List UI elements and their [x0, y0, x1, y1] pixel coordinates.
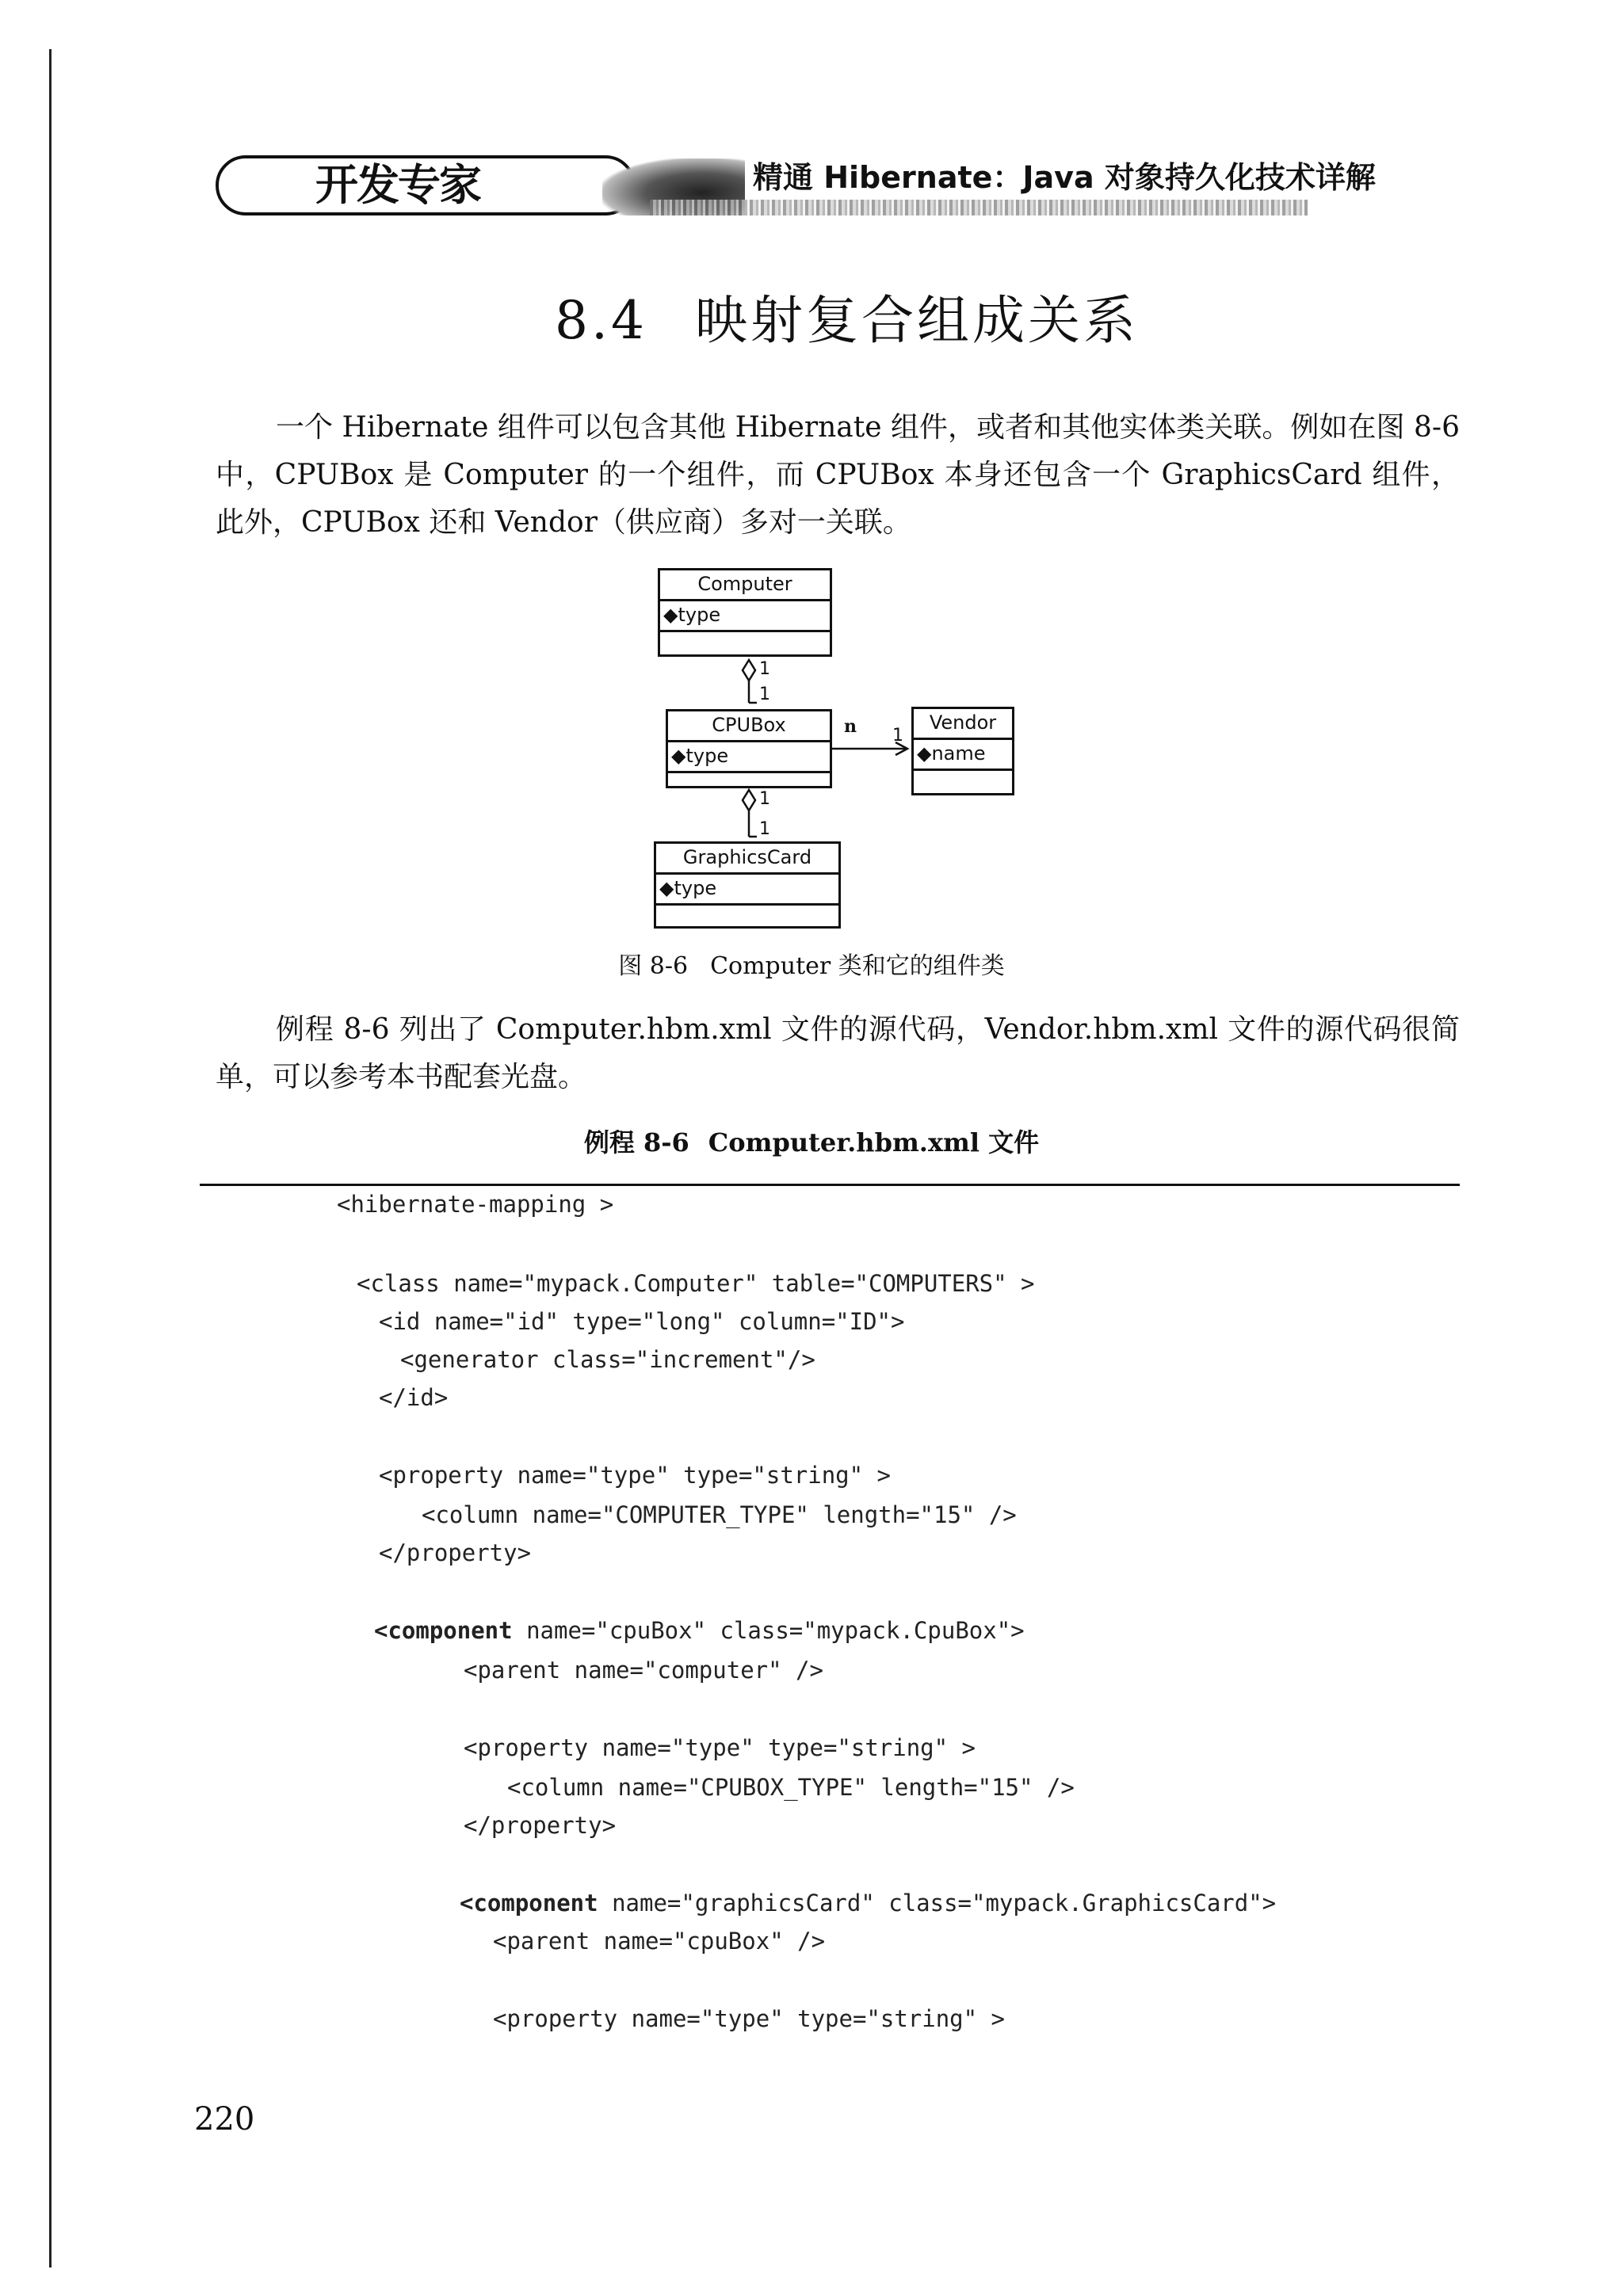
code-line: <generator class="increment"/>: [400, 1346, 815, 1373]
code-line: <parent name="cpuBox" />: [493, 1928, 826, 1955]
attribute-icon: ◆: [659, 877, 674, 899]
page-number: 220: [194, 2101, 255, 2138]
attribute-name: name: [931, 742, 986, 765]
code-keyword: <component: [374, 1617, 513, 1644]
class-vendor: [911, 707, 1014, 795]
multiplicity-label: 1: [892, 726, 903, 746]
code-line: <property name="type" type="string" >: [464, 1734, 976, 1761]
class-name: Vendor: [914, 709, 1012, 740]
attribute-icon: ◆: [663, 604, 678, 626]
multiplicity-label: 1: [759, 659, 770, 679]
listing-rule: [200, 1184, 1460, 1186]
code-line: <id name="id" type="long" column="ID">: [379, 1308, 905, 1335]
multiplicity-label: n: [844, 716, 857, 737]
aggregation-diamond-icon: [743, 660, 755, 681]
multiplicity-label: 1: [759, 685, 770, 704]
code-line: <property name="type" type="string" >: [379, 1462, 892, 1489]
code-line: </property>: [464, 1812, 617, 1839]
section-title: 映射复合组成关系: [694, 290, 1139, 351]
code-keyword: <component: [460, 1890, 598, 1917]
listing-title: [0, 1125, 1623, 1160]
class-attribute: [668, 742, 830, 773]
code-line: <hibernate-mapping >: [337, 1191, 614, 1218]
figure-caption-text: Computer 类和它的组件类: [710, 952, 1005, 980]
attribute-icon: ◆: [671, 745, 686, 767]
class-name: Computer: [660, 570, 830, 601]
class-graphicscard: [654, 841, 841, 929]
code-line: <property name="type" type="string" >: [493, 2005, 1006, 2032]
header-stripe: [650, 200, 1308, 215]
class-operations: [668, 773, 830, 780]
code-line: </property>: [379, 1539, 532, 1566]
listing-label: 例程 8-6: [583, 1127, 689, 1158]
attribute-name: type: [674, 877, 717, 899]
aggregation-diamond-icon: [743, 790, 755, 810]
multiplicity-label: 1: [759, 819, 770, 839]
class-attribute: [660, 601, 830, 632]
paragraph-intro: 一个 Hibernate 组件可以包含其他 Hibernate 组件，或者和其他实体类关联。例如在图 8-6 中，CPUBox 是 Computer 的一个组件，而 CPUBox 本身还包含一个 GraphicsCard 组件，此外，CPUBox 还和 Vendor（供应商）多对一关联。: [216, 411, 1460, 539]
class-operations: [914, 771, 1012, 777]
section-number: 8.4: [555, 290, 647, 351]
figure-label: 图 8-6: [618, 952, 689, 980]
code-line: [374, 1615, 1025, 1646]
listing-title-text: Computer.hbm.xml 文件: [708, 1127, 1040, 1158]
attribute-icon: ◆: [917, 742, 932, 765]
code-line: <column name="COMPUTER_TYPE" length="15" />: [422, 1501, 1017, 1528]
uml-diagram: [634, 566, 1046, 931]
class-computer: [658, 568, 832, 657]
class-operations: [656, 906, 838, 912]
multiplicity-label: 1: [759, 789, 770, 809]
code-text: name="cpuBox" class="mypack.CpuBox">: [512, 1617, 1025, 1644]
book-title: 精通 Hibernate：Java 对象持久化技术详解: [753, 160, 1376, 195]
code-line: [460, 1887, 1276, 1919]
class-attribute: [914, 740, 1012, 771]
class-cpubox: [666, 709, 832, 788]
figure-caption: [0, 951, 1623, 982]
code-line: <parent name="computer" />: [464, 1657, 823, 1684]
code-line: <class name="mypack.Computer" table="COMPUTERS" >: [357, 1270, 1035, 1297]
attribute-name: type: [685, 745, 729, 767]
attribute-name: type: [678, 604, 721, 626]
code-line: </id>: [379, 1384, 449, 1411]
class-attribute: [656, 875, 838, 906]
paragraph-listing-intro: 例程 8-6 列出了 Computer.hbm.xml 文件的源代码，Vendor.hbm.xml 文件的源代码很简单，可以参考本书配套光盘。: [216, 1013, 1460, 1093]
class-name: CPUBox: [668, 711, 830, 742]
section-heading: [555, 285, 1139, 357]
code-line: <column name="CPUBOX_TYPE" length="15" />: [507, 1774, 1075, 1801]
code-text: name="graphicsCard" class="mypack.GraphicsCard">: [598, 1890, 1277, 1917]
class-name: GraphicsCard: [656, 844, 838, 875]
class-operations: [660, 632, 830, 639]
header-badge: 开发专家: [315, 160, 480, 210]
